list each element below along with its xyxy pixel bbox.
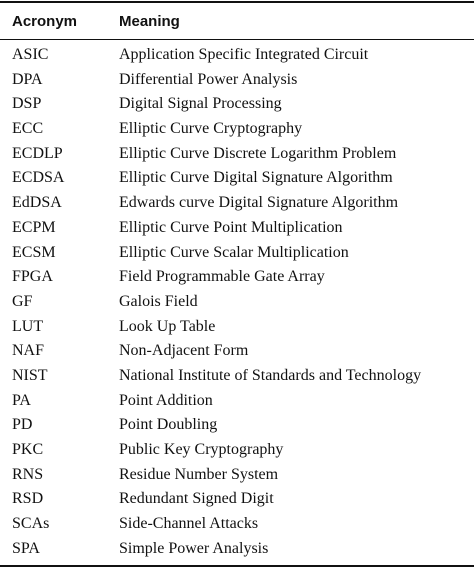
acronym-cell: ECC [12, 120, 44, 138]
acronym-cell: ASIC [12, 46, 49, 63]
acronym-cell: ECPM [12, 218, 56, 236]
meaning-cell: Application Specific Integrated Circuit [119, 46, 369, 63]
table-row [0, 117, 474, 142]
acronym-cell: PA [12, 391, 31, 409]
acronym-cell: DPA [12, 70, 43, 88]
table-header-row [0, 11, 474, 33]
table-row [0, 43, 474, 68]
meaning-cell: Field Programmable Gate Array [119, 268, 325, 286]
acronym-cell: PKC [12, 441, 44, 458]
table-row [0, 191, 474, 216]
acronym-cell: GF [12, 292, 33, 310]
meaning-cell: Elliptic Curve Cryptography [119, 120, 303, 138]
meaning-cell: Galois Field [119, 292, 198, 310]
acronym-cell: ECDLP [12, 144, 63, 162]
table-row [0, 364, 474, 389]
meaning-cell: Look Up Table [119, 317, 216, 335]
meaning-cell: Differential Power Analysis [119, 70, 298, 88]
table-row [0, 512, 474, 537]
meaning-cell: Side-Channel Attacks [119, 515, 259, 533]
header-acronym: Acronym [12, 13, 78, 30]
meaning-cell: Digital Signal Processing [119, 95, 282, 113]
meaning-cell: National Institute of Standards and Technology [119, 366, 422, 384]
table-row [0, 68, 474, 93]
table-row [0, 487, 474, 512]
table-row [0, 265, 474, 290]
acronym-cell: SCAs [12, 515, 50, 533]
acronym-cell: RSD [12, 490, 44, 508]
table-header-rule [0, 39, 474, 40]
meaning-cell: Point Addition [119, 391, 213, 409]
acronym-cell: ECSM [12, 243, 56, 261]
acronym-cell: NIST [12, 366, 48, 384]
table-row [0, 389, 474, 414]
header-meaning: Meaning [119, 13, 180, 30]
table-bottom-rule [0, 565, 474, 567]
table-row [0, 339, 474, 364]
table-row [0, 216, 474, 241]
meaning-cell: Residue Number System [119, 465, 279, 483]
meaning-cell: Redundant Signed Digit [119, 490, 274, 508]
acronym-cell: FPGA [12, 268, 53, 286]
acronym-cell: DSP [12, 95, 42, 113]
acronym-cell: RNS [12, 465, 44, 483]
meaning-cell: Elliptic Curve Point Multiplication [119, 218, 343, 236]
table-row [0, 413, 474, 438]
meaning-cell: Public Key Cryptography [119, 441, 284, 458]
meaning-cell: Point Doubling [119, 416, 218, 434]
meaning-cell: Simple Power Analysis [119, 539, 269, 557]
table-row [0, 438, 474, 463]
acronym-cell: LUT [12, 317, 44, 335]
table-row [0, 92, 474, 117]
table-row [0, 315, 474, 340]
meaning-cell: Elliptic Curve Scalar Multiplication [119, 243, 349, 261]
table-row [0, 241, 474, 266]
acronym-cell: NAF [12, 342, 45, 360]
table-top-rule [0, 1, 474, 3]
meaning-cell: Elliptic Curve Discrete Logarithm Problem [119, 144, 397, 162]
table-row [0, 142, 474, 167]
meaning-cell: Non-Adjacent Form [119, 342, 249, 360]
table-row [0, 463, 474, 488]
acronym-cell: PD [12, 416, 33, 434]
table-row [0, 537, 474, 562]
meaning-cell: Elliptic Curve Digital Signature Algorithm [119, 169, 393, 187]
table-row [0, 166, 474, 191]
acronym-cell: EdDSA [12, 194, 62, 212]
acronym-cell: ECDSA [12, 169, 65, 187]
acronym-cell: SPA [12, 539, 40, 557]
table-body [0, 43, 474, 561]
table-row [0, 290, 474, 315]
meaning-cell: Edwards curve Digital Signature Algorithm [119, 194, 399, 212]
